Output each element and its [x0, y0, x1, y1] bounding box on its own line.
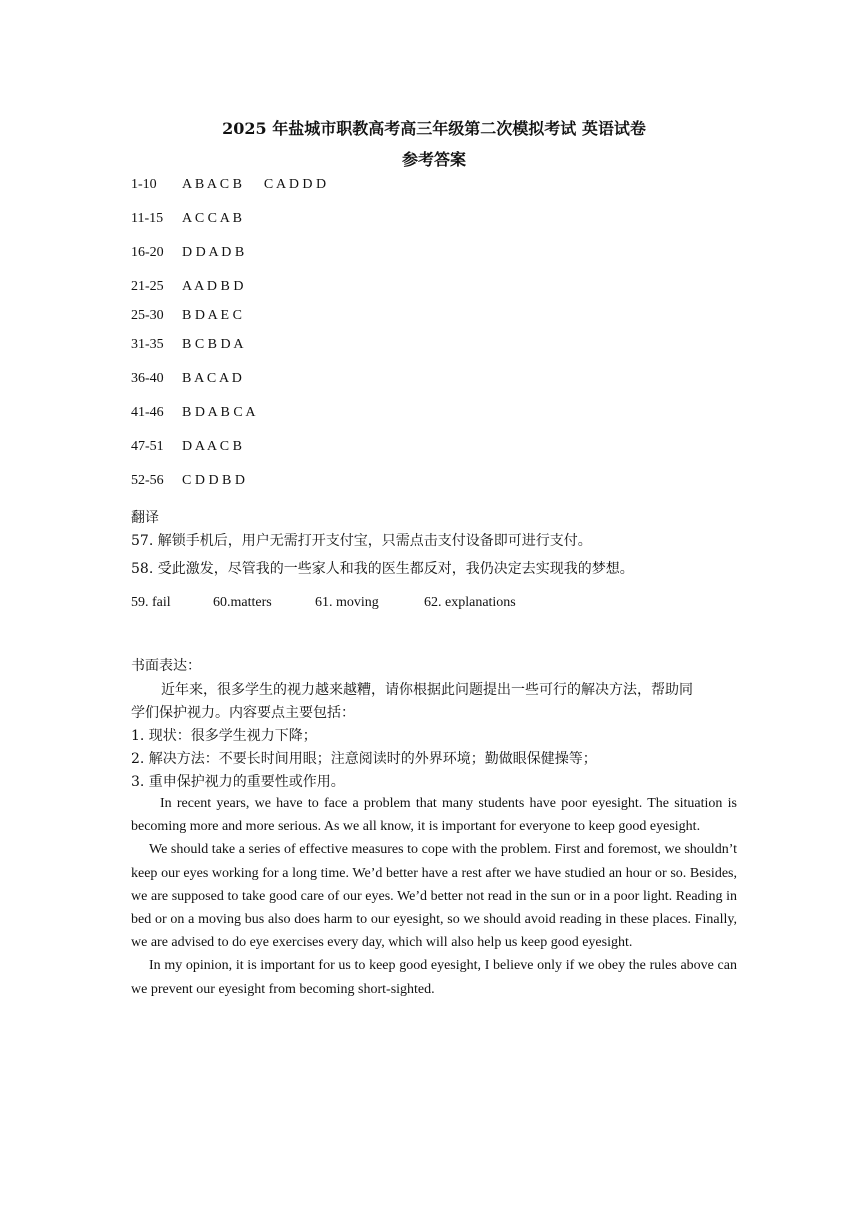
- fill-blank-answer: 61. moving: [315, 595, 379, 610]
- answer-letters: D A A C B: [182, 439, 242, 454]
- answer-row: [131, 177, 326, 193]
- writing-prompt-line: 近年来，很多学生的视力越来越糟，请你根据此问题提出一些可行的解决方法，帮助同: [161, 682, 693, 698]
- answer-letters: B D A E C: [182, 308, 242, 323]
- answer-row: [131, 211, 242, 227]
- translation-q58: 58. 受此激发，尽管我的一些家人和我的医生都反对，我仍决定去实现我的梦想。: [131, 561, 634, 577]
- answer-range: 11-15: [131, 211, 164, 226]
- answer-row: [131, 279, 243, 295]
- fill-blank-answer: 62. explanations: [424, 595, 516, 610]
- translation-q57: 57. 解锁手机后，用户无需打开支付宝，只需点击支付设备即可进行支付。: [131, 533, 592, 549]
- answer-letters: B D A B C A: [182, 405, 256, 420]
- translation-heading: 翻译: [131, 510, 159, 526]
- writing-point: 1. 现状：很多学生视力下降；: [131, 728, 317, 744]
- answer-row: [131, 337, 243, 353]
- document-subtitle: 参考答案: [401, 150, 466, 169]
- sample-essay: [131, 792, 737, 1001]
- writing-heading: 书面表达：: [131, 658, 201, 674]
- answer-letters-extra: C A D D D: [263, 177, 327, 192]
- answer-range: 41-46: [131, 405, 164, 420]
- answer-range: 21-25: [131, 279, 164, 294]
- answer-letters: A C C A B: [182, 211, 242, 226]
- answer-range: 31-35: [131, 337, 164, 352]
- document-title: 2025 年盐城市职教高考高三年级第二次模拟考试 英语试卷: [222, 119, 646, 138]
- answer-range: 16-20: [131, 245, 164, 260]
- answer-row: [131, 245, 244, 261]
- answer-letters: A B A C B: [182, 177, 242, 192]
- fill-blank-answer: 59. fail: [131, 595, 171, 610]
- writing-prompt-line: 学们保护视力。内容要点主要包括：: [131, 705, 355, 721]
- answer-letters: D D A D B: [182, 245, 245, 260]
- essay-paragraph: In my opinion, it is important for us to keep good eyesight, I believe only if we obey the rules above can we prevent our eyesight from becoming short-sighted.: [131, 958, 737, 997]
- answer-letters: B A C A D: [182, 371, 242, 386]
- fill-blank-answer: 60.matters: [213, 595, 272, 610]
- answer-row: [131, 308, 242, 324]
- essay-paragraph: We should take a series of effective measures to cope with the problem. First and foremost, we shouldn’t keep our eyes working for a long time. We’d better have a rest after we have studied an hour or so. Besides, we are supposed to take good care of our eyes. We’d better not read in the sun or in a poor light. Reading in bed or on a moving bus also does harm to our eyesight, so we should avoid reading in these places. Finally, we are advised to do eye exercises every day, which will also help us keep good eyesight.: [131, 842, 737, 951]
- answer-letters: C D D B D: [182, 473, 246, 488]
- answer-row: [131, 473, 245, 489]
- answer-range: 25-30: [131, 308, 164, 323]
- answer-range: 47-51: [131, 439, 164, 454]
- answer-row: [131, 371, 242, 387]
- essay-paragraph: In recent years, we have to face a problem that many students have poor eyesight. The situation is becoming more and more serious. As we all know, it is important for everyone to keep good eyesight.: [131, 796, 737, 835]
- answer-range: 1-10: [131, 177, 157, 192]
- answer-range: 52-56: [131, 473, 164, 488]
- answer-range: 36-40: [131, 371, 164, 386]
- writing-point: 3. 重申保护视力的重要性或作用。: [131, 774, 345, 790]
- answer-letters: A A D B D: [182, 279, 244, 294]
- answer-letters: B C B D A: [182, 337, 244, 352]
- answer-row: [131, 405, 256, 421]
- answer-row: [131, 439, 242, 455]
- writing-point: 2. 解决方法：不要长时间用眼；注意阅读时的外界环境；勤做眼保健操等；: [131, 751, 597, 767]
